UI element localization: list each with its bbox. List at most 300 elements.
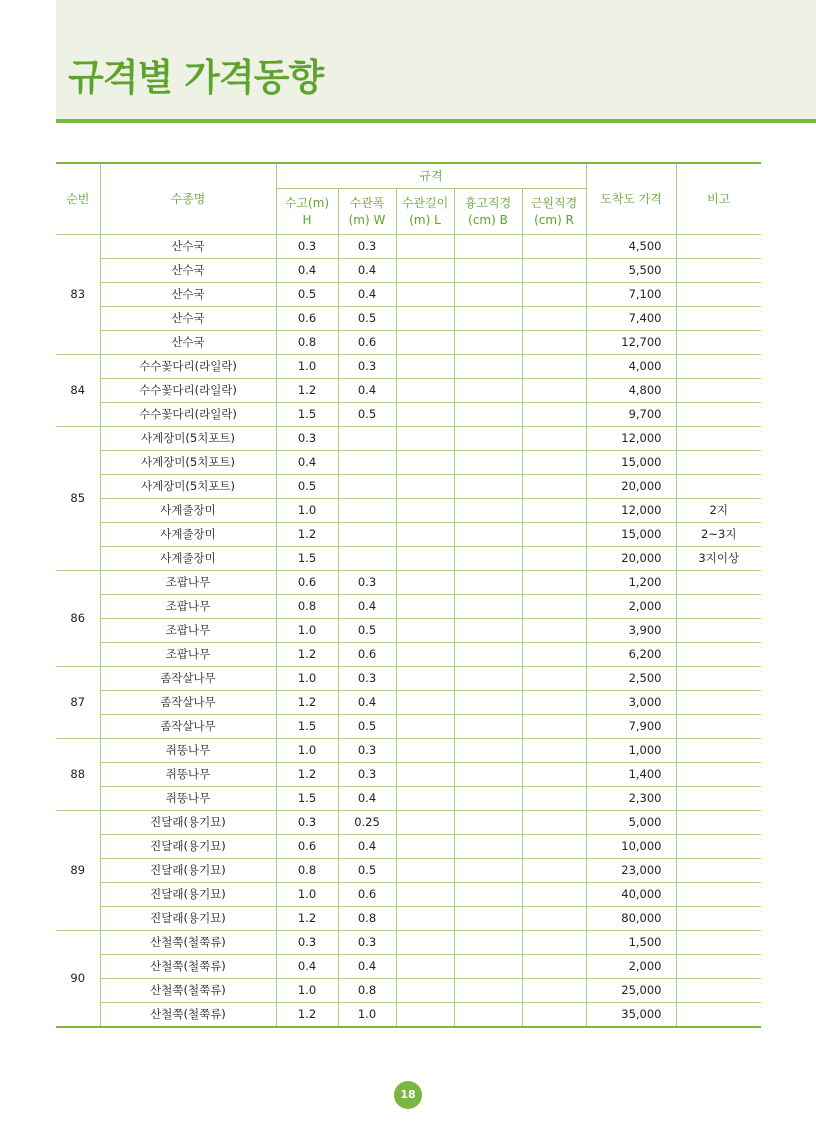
cell-note xyxy=(676,643,761,667)
cell-root-diameter xyxy=(522,883,586,907)
cell-length xyxy=(396,691,454,715)
cell-height: 0.8 xyxy=(276,595,338,619)
price-table xyxy=(56,162,761,1028)
cell-width: 0.3 xyxy=(338,571,396,595)
table-row xyxy=(56,859,761,883)
header-width: 수관폭 (m) W xyxy=(338,189,396,235)
cell-length xyxy=(396,667,454,691)
cell-length xyxy=(396,475,454,499)
cell-width: 0.6 xyxy=(338,643,396,667)
cell-height: 0.4 xyxy=(276,451,338,475)
cell-root-diameter xyxy=(522,619,586,643)
cell-length xyxy=(396,763,454,787)
cell-note xyxy=(676,619,761,643)
cell-note xyxy=(676,355,761,379)
table-row xyxy=(56,595,761,619)
cell-species-name: 조팝나무 xyxy=(100,571,276,595)
cell-species-name: 쥐똥나무 xyxy=(100,787,276,811)
header-height: 수고(m) H xyxy=(276,189,338,235)
cell-root-diameter xyxy=(522,667,586,691)
cell-root-diameter xyxy=(522,595,586,619)
cell-chest-diameter xyxy=(454,835,522,859)
cell-species-name: 좀작살나무 xyxy=(100,691,276,715)
table-row xyxy=(56,739,761,763)
cell-root-diameter xyxy=(522,523,586,547)
cell-chest-diameter xyxy=(454,595,522,619)
cell-species-name: 쥐똥나무 xyxy=(100,739,276,763)
cell-price: 35,000 xyxy=(586,1003,676,1028)
cell-seq: 86 xyxy=(56,571,100,667)
table-row xyxy=(56,283,761,307)
cell-price: 4,500 xyxy=(586,235,676,259)
cell-height: 0.4 xyxy=(276,259,338,283)
cell-chest-diameter xyxy=(454,331,522,355)
cell-price: 23,000 xyxy=(586,859,676,883)
page-title: 규격별 가격동향 xyxy=(68,56,324,99)
cell-width: 0.6 xyxy=(338,331,396,355)
cell-height: 0.6 xyxy=(276,835,338,859)
cell-species-name: 사계장미(5치포트) xyxy=(100,427,276,451)
cell-length xyxy=(396,619,454,643)
cell-price: 2,000 xyxy=(586,595,676,619)
cell-root-diameter xyxy=(522,307,586,331)
cell-species-name: 쥐똥나무 xyxy=(100,763,276,787)
cell-species-name: 진달래(용기묘) xyxy=(100,907,276,931)
cell-height: 1.2 xyxy=(276,643,338,667)
cell-width: 0.8 xyxy=(338,979,396,1003)
cell-price: 2,300 xyxy=(586,787,676,811)
cell-note xyxy=(676,571,761,595)
cell-note xyxy=(676,259,761,283)
cell-length xyxy=(396,307,454,331)
cell-price: 1,500 xyxy=(586,931,676,955)
cell-chest-diameter xyxy=(454,379,522,403)
table-row xyxy=(56,523,761,547)
cell-chest-diameter xyxy=(454,499,522,523)
cell-height: 0.8 xyxy=(276,331,338,355)
cell-species-name: 산수국 xyxy=(100,283,276,307)
table-row xyxy=(56,883,761,907)
cell-note: 3지이상 xyxy=(676,547,761,571)
cell-root-diameter xyxy=(522,547,586,571)
cell-chest-diameter xyxy=(454,403,522,427)
cell-price: 40,000 xyxy=(586,883,676,907)
cell-price: 10,000 xyxy=(586,835,676,859)
cell-width: 0.3 xyxy=(338,739,396,763)
cell-species-name: 좀작살나무 xyxy=(100,667,276,691)
table-row xyxy=(56,499,761,523)
cell-seq: 85 xyxy=(56,427,100,571)
cell-height: 0.5 xyxy=(276,475,338,499)
cell-chest-diameter xyxy=(454,931,522,955)
cell-price: 12,000 xyxy=(586,499,676,523)
cell-species-name: 산수국 xyxy=(100,259,276,283)
cell-length xyxy=(396,907,454,931)
cell-height: 1.2 xyxy=(276,379,338,403)
cell-height: 0.8 xyxy=(276,859,338,883)
header-root-diameter: 근원직경 (cm) R xyxy=(522,189,586,235)
cell-chest-diameter xyxy=(454,811,522,835)
cell-chest-diameter xyxy=(454,451,522,475)
cell-root-diameter xyxy=(522,379,586,403)
cell-length xyxy=(396,379,454,403)
table-row xyxy=(56,355,761,379)
table-row xyxy=(56,955,761,979)
cell-note: 2지 xyxy=(676,499,761,523)
cell-note xyxy=(676,379,761,403)
cell-root-diameter xyxy=(522,787,586,811)
cell-height: 0.3 xyxy=(276,811,338,835)
cell-height: 1.0 xyxy=(276,499,338,523)
cell-height: 1.2 xyxy=(276,763,338,787)
table-row xyxy=(56,667,761,691)
cell-note xyxy=(676,403,761,427)
cell-species-name: 산철쭉(철쭉류) xyxy=(100,955,276,979)
cell-width: 0.5 xyxy=(338,715,396,739)
cell-length xyxy=(396,739,454,763)
cell-note xyxy=(676,931,761,955)
cell-root-diameter xyxy=(522,403,586,427)
cell-length xyxy=(396,283,454,307)
cell-chest-diameter xyxy=(454,955,522,979)
cell-height: 1.5 xyxy=(276,787,338,811)
cell-width xyxy=(338,475,396,499)
cell-length xyxy=(396,787,454,811)
cell-price: 6,200 xyxy=(586,643,676,667)
cell-height: 1.5 xyxy=(276,547,338,571)
cell-note xyxy=(676,907,761,931)
cell-note xyxy=(676,835,761,859)
cell-note xyxy=(676,1003,761,1028)
cell-note xyxy=(676,475,761,499)
cell-species-name: 조팝나무 xyxy=(100,643,276,667)
cell-price: 2,500 xyxy=(586,667,676,691)
cell-height: 1.0 xyxy=(276,667,338,691)
cell-root-diameter xyxy=(522,715,586,739)
page-number: 18 xyxy=(394,1081,422,1109)
cell-seq: 84 xyxy=(56,355,100,427)
cell-root-diameter xyxy=(522,907,586,931)
cell-note xyxy=(676,763,761,787)
cell-height: 1.0 xyxy=(276,739,338,763)
table-row xyxy=(56,691,761,715)
cell-price: 12,700 xyxy=(586,331,676,355)
cell-width xyxy=(338,523,396,547)
cell-length xyxy=(396,883,454,907)
cell-chest-diameter xyxy=(454,355,522,379)
cell-seq: 89 xyxy=(56,811,100,931)
cell-length xyxy=(396,1003,454,1028)
cell-note xyxy=(676,427,761,451)
cell-price: 9,700 xyxy=(586,403,676,427)
cell-species-name: 수수꽃다리(라일락) xyxy=(100,355,276,379)
cell-chest-diameter xyxy=(454,427,522,451)
cell-length xyxy=(396,403,454,427)
cell-root-diameter xyxy=(522,811,586,835)
cell-note xyxy=(676,283,761,307)
cell-price: 20,000 xyxy=(586,547,676,571)
cell-chest-diameter xyxy=(454,307,522,331)
cell-root-diameter xyxy=(522,931,586,955)
cell-length xyxy=(396,715,454,739)
cell-length xyxy=(396,979,454,1003)
table-row xyxy=(56,787,761,811)
cell-height: 1.0 xyxy=(276,355,338,379)
header-chest-diameter: 흉고직경 (cm) B xyxy=(454,189,522,235)
table-row xyxy=(56,475,761,499)
cell-width: 0.4 xyxy=(338,283,396,307)
cell-height: 1.2 xyxy=(276,907,338,931)
header-name: 수종명 xyxy=(100,163,276,235)
cell-width: 0.3 xyxy=(338,235,396,259)
cell-note xyxy=(676,859,761,883)
cell-price: 4,800 xyxy=(586,379,676,403)
cell-seq: 87 xyxy=(56,667,100,739)
cell-root-diameter xyxy=(522,355,586,379)
cell-height: 1.2 xyxy=(276,523,338,547)
cell-seq: 83 xyxy=(56,235,100,355)
table-row xyxy=(56,403,761,427)
cell-width: 0.25 xyxy=(338,811,396,835)
cell-chest-diameter xyxy=(454,763,522,787)
cell-width xyxy=(338,547,396,571)
table-row xyxy=(56,259,761,283)
table-row xyxy=(56,427,761,451)
table-row xyxy=(56,811,761,835)
cell-note: 2~3지 xyxy=(676,523,761,547)
cell-height: 0.6 xyxy=(276,571,338,595)
cell-chest-diameter xyxy=(454,259,522,283)
cell-price: 25,000 xyxy=(586,979,676,1003)
cell-height: 0.6 xyxy=(276,307,338,331)
cell-height: 1.5 xyxy=(276,403,338,427)
cell-root-diameter xyxy=(522,475,586,499)
cell-length xyxy=(396,859,454,883)
cell-price: 3,900 xyxy=(586,619,676,643)
cell-seq: 90 xyxy=(56,931,100,1028)
cell-root-diameter xyxy=(522,283,586,307)
cell-note xyxy=(676,787,761,811)
cell-chest-diameter xyxy=(454,547,522,571)
table-row xyxy=(56,331,761,355)
header-rule xyxy=(56,119,816,123)
cell-root-diameter xyxy=(522,859,586,883)
cell-note xyxy=(676,331,761,355)
cell-chest-diameter xyxy=(454,523,522,547)
table-row xyxy=(56,715,761,739)
cell-chest-diameter xyxy=(454,859,522,883)
cell-height: 1.2 xyxy=(276,691,338,715)
cell-species-name: 산수국 xyxy=(100,307,276,331)
cell-root-diameter xyxy=(522,1003,586,1028)
cell-width: 0.5 xyxy=(338,619,396,643)
cell-width: 0.4 xyxy=(338,787,396,811)
cell-species-name: 사계줄장미 xyxy=(100,523,276,547)
cell-length xyxy=(396,451,454,475)
header-seq: 순번 xyxy=(56,163,100,235)
cell-price: 5,500 xyxy=(586,259,676,283)
header-price: 도착도 가격 xyxy=(586,163,676,235)
header-note: 비고 xyxy=(676,163,761,235)
cell-length xyxy=(396,523,454,547)
cell-species-name: 사계장미(5치포트) xyxy=(100,451,276,475)
cell-root-diameter xyxy=(522,259,586,283)
cell-note xyxy=(676,883,761,907)
cell-root-diameter xyxy=(522,643,586,667)
cell-species-name: 산철쭉(철쭉류) xyxy=(100,1003,276,1028)
table-row xyxy=(56,571,761,595)
cell-seq: 88 xyxy=(56,739,100,811)
cell-height: 0.3 xyxy=(276,427,338,451)
cell-chest-diameter xyxy=(454,787,522,811)
cell-note xyxy=(676,307,761,331)
cell-note xyxy=(676,235,761,259)
cell-price: 15,000 xyxy=(586,523,676,547)
cell-species-name: 진달래(용기묘) xyxy=(100,835,276,859)
table-row xyxy=(56,379,761,403)
cell-species-name: 사계줄장미 xyxy=(100,547,276,571)
cell-price: 80,000 xyxy=(586,907,676,931)
cell-length xyxy=(396,259,454,283)
cell-price: 20,000 xyxy=(586,475,676,499)
table-row xyxy=(56,643,761,667)
cell-height: 0.3 xyxy=(276,235,338,259)
cell-width: 0.3 xyxy=(338,355,396,379)
cell-species-name: 산수국 xyxy=(100,235,276,259)
cell-length xyxy=(396,595,454,619)
cell-species-name: 진달래(용기묘) xyxy=(100,811,276,835)
cell-chest-diameter xyxy=(454,715,522,739)
cell-species-name: 산철쭉(철쭉류) xyxy=(100,931,276,955)
table-row xyxy=(56,307,761,331)
table-row xyxy=(56,547,761,571)
cell-width xyxy=(338,427,396,451)
cell-price: 7,900 xyxy=(586,715,676,739)
cell-note xyxy=(676,979,761,1003)
cell-width: 0.5 xyxy=(338,859,396,883)
cell-chest-diameter xyxy=(454,619,522,643)
cell-chest-diameter xyxy=(454,907,522,931)
cell-root-diameter xyxy=(522,331,586,355)
cell-species-name: 수수꽃다리(라일락) xyxy=(100,403,276,427)
cell-length xyxy=(396,331,454,355)
cell-price: 12,000 xyxy=(586,427,676,451)
cell-length xyxy=(396,547,454,571)
cell-width: 0.4 xyxy=(338,691,396,715)
cell-note xyxy=(676,811,761,835)
cell-root-diameter xyxy=(522,427,586,451)
cell-width: 0.5 xyxy=(338,307,396,331)
cell-length xyxy=(396,811,454,835)
cell-length xyxy=(396,955,454,979)
table-row xyxy=(56,907,761,931)
cell-price: 7,400 xyxy=(586,307,676,331)
cell-note xyxy=(676,451,761,475)
cell-note xyxy=(676,739,761,763)
cell-width: 0.3 xyxy=(338,931,396,955)
cell-note xyxy=(676,667,761,691)
cell-width: 0.4 xyxy=(338,955,396,979)
cell-price: 4,000 xyxy=(586,355,676,379)
cell-price: 1,000 xyxy=(586,739,676,763)
cell-chest-diameter xyxy=(454,979,522,1003)
cell-species-name: 좀작살나무 xyxy=(100,715,276,739)
cell-width: 0.8 xyxy=(338,907,396,931)
cell-height: 0.3 xyxy=(276,931,338,955)
cell-chest-diameter xyxy=(454,283,522,307)
cell-chest-diameter xyxy=(454,643,522,667)
cell-chest-diameter xyxy=(454,571,522,595)
cell-root-diameter xyxy=(522,691,586,715)
cell-width: 1.0 xyxy=(338,1003,396,1028)
cell-price: 3,000 xyxy=(586,691,676,715)
cell-note xyxy=(676,691,761,715)
cell-chest-diameter xyxy=(454,691,522,715)
cell-width: 0.6 xyxy=(338,883,396,907)
cell-species-name: 진달래(용기묘) xyxy=(100,859,276,883)
cell-chest-diameter xyxy=(454,1003,522,1028)
cell-note xyxy=(676,595,761,619)
cell-length xyxy=(396,643,454,667)
cell-length xyxy=(396,235,454,259)
table-row xyxy=(56,979,761,1003)
table-row xyxy=(56,835,761,859)
cell-species-name: 수수꽃다리(라일락) xyxy=(100,379,276,403)
cell-species-name: 산수국 xyxy=(100,331,276,355)
table-body xyxy=(56,235,761,1028)
cell-note xyxy=(676,955,761,979)
cell-height: 1.0 xyxy=(276,979,338,1003)
cell-chest-diameter xyxy=(454,667,522,691)
cell-width: 0.3 xyxy=(338,667,396,691)
header-spec: 규격 xyxy=(276,163,586,189)
cell-root-diameter xyxy=(522,571,586,595)
cell-species-name: 산철쭉(철쭉류) xyxy=(100,979,276,1003)
cell-width: 0.4 xyxy=(338,595,396,619)
cell-chest-diameter xyxy=(454,739,522,763)
cell-root-diameter xyxy=(522,499,586,523)
table-row xyxy=(56,1003,761,1028)
cell-width: 0.4 xyxy=(338,835,396,859)
cell-price: 15,000 xyxy=(586,451,676,475)
cell-width xyxy=(338,451,396,475)
cell-length xyxy=(396,355,454,379)
cell-root-diameter xyxy=(522,979,586,1003)
cell-species-name: 조팝나무 xyxy=(100,619,276,643)
cell-width: 0.4 xyxy=(338,379,396,403)
cell-width xyxy=(338,499,396,523)
cell-root-diameter xyxy=(522,451,586,475)
cell-chest-diameter xyxy=(454,475,522,499)
cell-price: 5,000 xyxy=(586,811,676,835)
table-row xyxy=(56,619,761,643)
table-row xyxy=(56,931,761,955)
cell-price: 1,200 xyxy=(586,571,676,595)
cell-price: 2,000 xyxy=(586,955,676,979)
cell-root-diameter xyxy=(522,739,586,763)
cell-root-diameter xyxy=(522,835,586,859)
header-length: 수관길이 (m) L xyxy=(396,189,454,235)
cell-species-name: 진달래(용기묘) xyxy=(100,883,276,907)
cell-length xyxy=(396,931,454,955)
cell-species-name: 사계줄장미 xyxy=(100,499,276,523)
cell-height: 1.0 xyxy=(276,619,338,643)
cell-price: 7,100 xyxy=(586,283,676,307)
cell-length xyxy=(396,427,454,451)
cell-length xyxy=(396,571,454,595)
cell-height: 0.4 xyxy=(276,955,338,979)
cell-width: 0.5 xyxy=(338,403,396,427)
